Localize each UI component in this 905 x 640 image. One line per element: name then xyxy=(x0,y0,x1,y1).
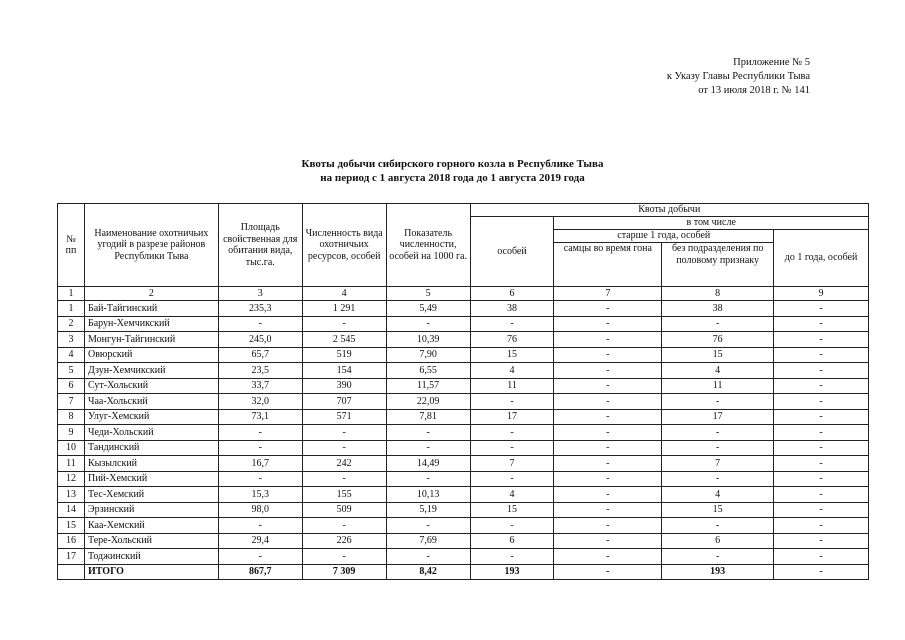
table-cell: 6 xyxy=(470,533,554,549)
table-cell: - xyxy=(774,332,869,348)
table-cell: 6 xyxy=(662,533,774,549)
table-cell: - xyxy=(470,425,554,441)
table-cell: - xyxy=(554,347,662,363)
table-cell: - xyxy=(774,533,869,549)
table-cell: 17 xyxy=(662,409,774,425)
table-cell: - xyxy=(774,347,869,363)
table-cell: - xyxy=(302,518,386,534)
title-line-2: на период с 1 августа 2018 года до 1 августа 2019 года xyxy=(320,172,585,184)
header-total: особей xyxy=(470,217,554,287)
table-cell: - xyxy=(554,363,662,379)
table-cell: - xyxy=(218,549,302,565)
table-cell: Чеди-Хольский xyxy=(84,425,218,441)
table-cell: - xyxy=(302,440,386,456)
table-cell: 16,7 xyxy=(218,456,302,472)
table-row xyxy=(58,487,869,503)
table-cell: 8 xyxy=(58,409,85,425)
table-cell: Овюрский xyxy=(84,347,218,363)
table-cell: - xyxy=(774,518,869,534)
table-cell: - xyxy=(774,487,869,503)
header-area: Площадь свойственная для обитания вида, тыс.га. xyxy=(218,204,302,287)
table-cell: 15 xyxy=(662,347,774,363)
table-cell: 15,3 xyxy=(218,487,302,503)
table-cell: - xyxy=(554,471,662,487)
table-cell: 7 xyxy=(554,287,662,301)
table-cell: 245,0 xyxy=(218,332,302,348)
table-cell: 17 xyxy=(470,409,554,425)
table-cell: - xyxy=(774,564,869,580)
table-cell: Тес-Хемский xyxy=(84,487,218,503)
table-cell: 4 xyxy=(662,363,774,379)
table-cell: - xyxy=(774,316,869,332)
table-cell: - xyxy=(662,471,774,487)
table-cell: 7 xyxy=(470,456,554,472)
table-cell: - xyxy=(302,549,386,565)
table-cell: - xyxy=(662,549,774,565)
table-cell: - xyxy=(774,378,869,394)
table-cell: - xyxy=(554,518,662,534)
table-cell: - xyxy=(554,316,662,332)
header-males: самцы во время гона xyxy=(554,243,662,287)
table-cell: - xyxy=(554,409,662,425)
table-cell: 1 291 xyxy=(302,301,386,317)
table-cell: Бай-Тайгинский xyxy=(84,301,218,317)
table-cell: - xyxy=(554,440,662,456)
table-cell: 11,57 xyxy=(386,378,470,394)
table-cell: - xyxy=(662,518,774,534)
table-cell: 6 xyxy=(58,378,85,394)
table-cell: 4 xyxy=(302,287,386,301)
table-cell: 5 xyxy=(386,287,470,301)
table-cell: 10 xyxy=(58,440,85,456)
appendix-line-3: от 13 июля 2018 г. № 141 xyxy=(698,85,810,96)
title-line-1: Квоты добычи сибирского горного козла в Республике Тыва xyxy=(301,158,604,170)
table-row xyxy=(58,502,869,518)
table-cell: - xyxy=(774,409,869,425)
table-cell: Пий-Хемский xyxy=(84,471,218,487)
table-cell: - xyxy=(470,518,554,534)
table-row xyxy=(58,533,869,549)
table-cell: 15 xyxy=(662,502,774,518)
table-cell: 8,42 xyxy=(386,564,470,580)
table-cell: - xyxy=(662,425,774,441)
table-cell: Каа-Хемский xyxy=(84,518,218,534)
table-cell: - xyxy=(218,316,302,332)
table-cell: 1 xyxy=(58,287,85,301)
table-cell: 226 xyxy=(302,533,386,549)
table-row xyxy=(58,363,869,379)
table-row xyxy=(58,301,869,317)
table-cell: - xyxy=(386,549,470,565)
table-cell: Барун-Хемчикский xyxy=(84,316,218,332)
table-cell: 1 xyxy=(58,301,85,317)
table-cell: - xyxy=(302,425,386,441)
table-cell: - xyxy=(774,502,869,518)
table-cell: - xyxy=(470,394,554,410)
quota-table xyxy=(57,203,869,580)
table-cell: Кызылский xyxy=(84,456,218,472)
table-cell: 23,5 xyxy=(218,363,302,379)
table-cell: 76 xyxy=(470,332,554,348)
table-cell: 7 309 xyxy=(302,564,386,580)
header-index: Показатель численности, особей на 1000 га. xyxy=(386,204,470,287)
table-cell: - xyxy=(774,440,869,456)
table-cell: 7,81 xyxy=(386,409,470,425)
table-cell: 15 xyxy=(470,347,554,363)
table-cell: 10,39 xyxy=(386,332,470,348)
table-cell: - xyxy=(218,471,302,487)
table-cell: - xyxy=(470,549,554,565)
appendix-line-2: к Указу Главы Республики Тыва xyxy=(666,71,810,82)
table-cell: ИТОГО xyxy=(84,564,218,580)
table-cell: Дзун-Хемчикский xyxy=(84,363,218,379)
table-cell: 6,55 xyxy=(386,363,470,379)
table-cell: 4 xyxy=(470,363,554,379)
table-cell: - xyxy=(774,301,869,317)
table-body xyxy=(58,287,869,580)
table-cell: 16 xyxy=(58,533,85,549)
header-num: № пп xyxy=(58,204,85,287)
table-cell: 8 xyxy=(662,287,774,301)
table-cell: - xyxy=(386,316,470,332)
table-cell: 2 xyxy=(84,287,218,301)
table-row xyxy=(58,316,869,332)
table-row xyxy=(58,394,869,410)
table-cell: 15 xyxy=(470,502,554,518)
table-cell: - xyxy=(386,425,470,441)
table-cell: 14 xyxy=(58,502,85,518)
table-cell: Улуг-Хемский xyxy=(84,409,218,425)
table-row xyxy=(58,549,869,565)
table-cell: - xyxy=(554,425,662,441)
table-cell: 242 xyxy=(302,456,386,472)
table-cell: 29,4 xyxy=(218,533,302,549)
table-cell: Тере-Хольский xyxy=(84,533,218,549)
table-cell: 6 xyxy=(470,287,554,301)
table-cell: 4 xyxy=(470,487,554,503)
header-count: Численность вида охотничьих ресурсов, особей xyxy=(302,204,386,287)
table-cell: Сут-Хольский xyxy=(84,378,218,394)
table-cell: - xyxy=(554,533,662,549)
table-cell: 11 xyxy=(470,378,554,394)
table-cell: - xyxy=(662,440,774,456)
table-cell: Чаа-Хольский xyxy=(84,394,218,410)
table-cell: - xyxy=(774,471,869,487)
table-cell: 5,49 xyxy=(386,301,470,317)
table-cell: 11 xyxy=(662,378,774,394)
table-row xyxy=(58,425,869,441)
table-cell: 509 xyxy=(302,502,386,518)
table-cell: 867,7 xyxy=(218,564,302,580)
table-header xyxy=(58,204,869,287)
table-cell: - xyxy=(470,440,554,456)
table-cell: 14,49 xyxy=(386,456,470,472)
table-row xyxy=(58,456,869,472)
table-row xyxy=(58,347,869,363)
table-cell: Монгун-Тайгинский xyxy=(84,332,218,348)
table-cell: - xyxy=(774,394,869,410)
table-cell: - xyxy=(774,549,869,565)
table-cell: - xyxy=(386,518,470,534)
table-cell: - xyxy=(774,363,869,379)
table-cell: 13 xyxy=(58,487,85,503)
table-cell: - xyxy=(774,425,869,441)
table-cell: 5 xyxy=(58,363,85,379)
table-cell: 571 xyxy=(302,409,386,425)
table-cell: - xyxy=(218,425,302,441)
table-cell xyxy=(58,564,85,580)
table-row xyxy=(58,440,869,456)
table-cell: 11 xyxy=(58,456,85,472)
table-cell: 193 xyxy=(662,564,774,580)
table-cell: - xyxy=(662,394,774,410)
table-cell: 17 xyxy=(58,549,85,565)
table-cell: - xyxy=(554,394,662,410)
table-cell: 154 xyxy=(302,363,386,379)
table-cell: - xyxy=(554,301,662,317)
header-young: до 1 года, особей xyxy=(774,230,869,287)
header-nosex: без подразделения по половому признаку xyxy=(662,243,774,287)
table-cell: - xyxy=(302,471,386,487)
table-cell: - xyxy=(554,549,662,565)
table-cell: 76 xyxy=(662,332,774,348)
table-cell: - xyxy=(386,440,470,456)
total-row xyxy=(58,564,869,580)
table-row xyxy=(58,518,869,534)
table-cell: 155 xyxy=(302,487,386,503)
table-cell: - xyxy=(470,316,554,332)
table-cell: - xyxy=(554,378,662,394)
table-cell: Тандинский xyxy=(84,440,218,456)
table-cell: 98,0 xyxy=(218,502,302,518)
appendix-header xyxy=(667,56,810,98)
table-cell: 73,1 xyxy=(218,409,302,425)
table-cell: - xyxy=(554,332,662,348)
table-cell: 2 xyxy=(58,316,85,332)
table-cell: 390 xyxy=(302,378,386,394)
table-cell: 22,09 xyxy=(386,394,470,410)
table-cell: - xyxy=(386,471,470,487)
table-cell: 7 xyxy=(58,394,85,410)
table-cell: 15 xyxy=(58,518,85,534)
table-cell: 2 545 xyxy=(302,332,386,348)
table-row xyxy=(58,378,869,394)
table-cell: 235,3 xyxy=(218,301,302,317)
table-cell: 33,7 xyxy=(218,378,302,394)
header-older: старше 1 года, особей xyxy=(554,230,774,243)
table-cell: 7,69 xyxy=(386,533,470,549)
appendix-line-1: Приложение № 5 xyxy=(733,57,810,68)
table-cell: 32,0 xyxy=(218,394,302,410)
table-cell: - xyxy=(662,316,774,332)
table-cell: 7 xyxy=(662,456,774,472)
table-cell: 4 xyxy=(58,347,85,363)
table-cell: 38 xyxy=(470,301,554,317)
table-cell: 9 xyxy=(58,425,85,441)
column-number-row xyxy=(58,287,869,301)
table-cell: 65,7 xyxy=(218,347,302,363)
table-row xyxy=(58,332,869,348)
table-cell: - xyxy=(554,487,662,503)
table-cell: - xyxy=(218,518,302,534)
table-cell: - xyxy=(774,456,869,472)
table-cell: 10,13 xyxy=(386,487,470,503)
table-cell: 3 xyxy=(58,332,85,348)
table-row xyxy=(58,409,869,425)
table-cell: - xyxy=(302,316,386,332)
table-cell: 12 xyxy=(58,471,85,487)
table-cell: 3 xyxy=(218,287,302,301)
table-cell: 519 xyxy=(302,347,386,363)
table-cell: 9 xyxy=(774,287,869,301)
table-cell: 7,90 xyxy=(386,347,470,363)
table-cell: 5,19 xyxy=(386,502,470,518)
table-cell: - xyxy=(554,564,662,580)
table-cell: 4 xyxy=(662,487,774,503)
table-cell: 193 xyxy=(470,564,554,580)
table-cell: Тоджинский xyxy=(84,549,218,565)
header-quotas: Квоты добычи xyxy=(470,204,868,217)
document-title xyxy=(0,157,905,185)
table-cell: - xyxy=(218,440,302,456)
header-name: Наименование охотничьих угодий в разрезе районов Республики Тыва xyxy=(84,204,218,287)
table-row xyxy=(58,471,869,487)
table-cell: Эрзинский xyxy=(84,502,218,518)
table-cell: 38 xyxy=(662,301,774,317)
table-cell: - xyxy=(470,471,554,487)
table-cell: - xyxy=(554,502,662,518)
table-cell: - xyxy=(554,456,662,472)
header-including: в том числе xyxy=(554,217,869,230)
table-cell: 707 xyxy=(302,394,386,410)
